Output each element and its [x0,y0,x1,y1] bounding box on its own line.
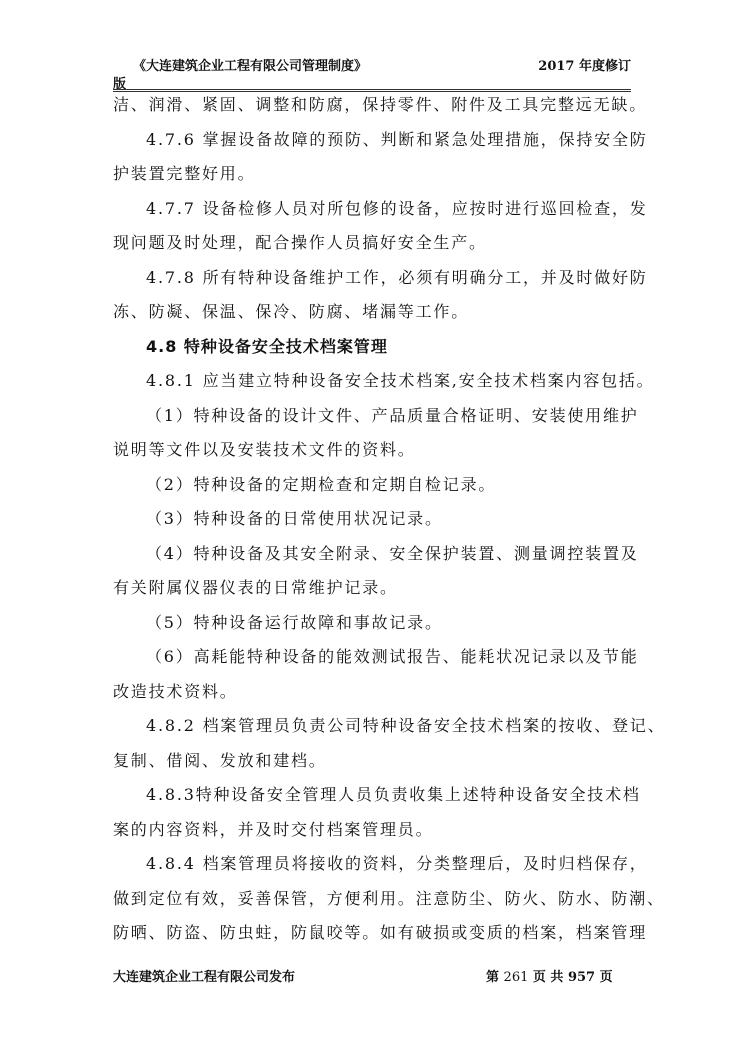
page-suffix: 页 [599,970,613,985]
body-line: 复制、借阅、发放和建档。 [113,750,327,770]
body-line: （5）特种设备运行故障和事故记录。 [146,612,443,632]
body-line: 4.7.6 掌握设备故障的预防、判断和紧急处理措施，保持安全防 [146,129,648,149]
body-line: 冻、防凝、保温、保冷、防腐、堵漏等工作。 [113,302,470,321]
body-line: 4.8.1 应当建立特种设备安全技术档案,安全技术档案内容包括。 [146,371,655,390]
body-line: 4.7.7 设备检修人员对所包修的设备，应按时进行巡回检查，发 [146,198,648,218]
body-line: 有关附属仪器仪表的日常维护记录。 [113,578,398,597]
page-number: 261 [503,970,529,985]
section-heading: 4.8 特种设备安全技术档案管理 [146,336,388,356]
total-pages: 957 [567,970,596,985]
body-line: 4.8.2 档案管理员负责公司特种设备安全技术档案的按收、登记、 [146,716,666,735]
body-line: 防晒、防盗、防虫蛀，防鼠咬等。如有破损或变质的档案，档案管理 [113,923,648,942]
body-line: 4.8.4 档案管理员将接收的资料，分类整理后，及时归档保存， [146,854,648,873]
header-title: 《大连建筑企业工程有限公司管理制度》 [133,59,368,74]
body-line: 案的内容资料，并及时交付档案管理员。 [113,819,434,839]
body-line: （4）特种设备及其安全附录、安全保护装置、测量调控装置及 [146,543,639,563]
footer-publisher: 大连建筑企业工程有限公司发布 [113,970,296,985]
body-line: 4.8.3特种设备安全管理人员负责收集上述特种设备安全技术档 [146,785,641,804]
body-line: 改造技术资料。 [113,681,238,701]
footer-page-indicator [486,966,613,985]
header-edition-wrap: 版 [113,77,127,92]
page-middle: 页 共 [532,970,564,985]
page-prefix: 第 [486,970,500,985]
body-line: 现问题及时处理，配合操作人员搞好安全生产。 [113,233,487,252]
body-line: 做到定位有效，妥善保管，方便利用。注意防尘、防火、防水、防潮、 [113,888,665,908]
body-line: 洁、润滑、紧固、调整和防腐，保持零件、附件及工具完整远无缺。 [113,95,648,114]
body-line: （6）高耗能特种设备的能效测试报告、能耗状况记录以及节能 [146,647,639,666]
header-edition: 2017 年度修订 [538,59,631,74]
body-line: 4.7.8 所有特种设备维护工作，必须有明确分工，并及时做好防 [146,267,648,287]
body-line: （1）特种设备的设计文件、产品质量合格证明、安装使用维护 [146,405,639,425]
document-body [113,88,666,951]
body-line: （3）特种设备的日常使用状况记录。 [146,509,443,528]
body-line: 说明等文件以及安装技术文件的资料。 [113,440,416,459]
body-line: （2）特种设备的定期检查和定期自检记录。 [146,474,497,494]
body-line: 护装置完整好用。 [113,164,256,183]
